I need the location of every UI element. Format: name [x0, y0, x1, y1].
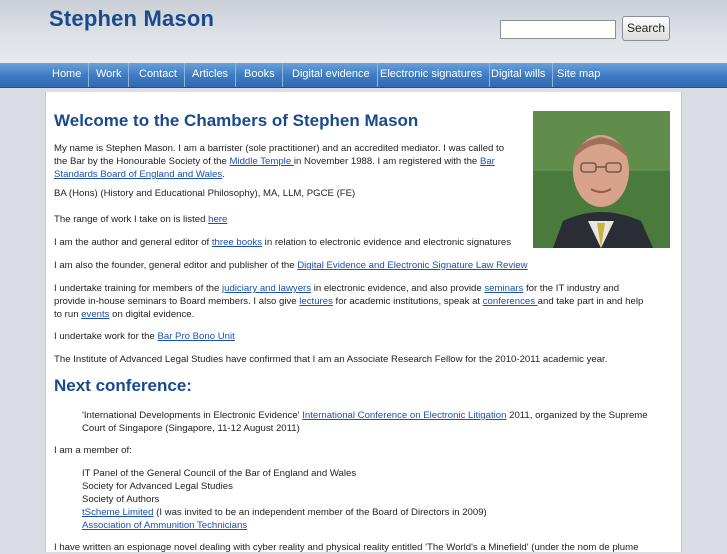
conference-text-1: 'International Developments in Electronic Evidence' [82, 410, 303, 421]
intro-text-2: the Bar by the Honourable Society of the [54, 156, 230, 167]
intro-paragraph [54, 142, 524, 181]
author-text-1: I am the author and general editor of [54, 237, 212, 248]
membership-item: Society of Authors [82, 494, 160, 505]
training-text-6: and take part in and help [537, 296, 644, 307]
bar-pro-bono-link[interactable]: Bar Pro Bono Unit [157, 331, 235, 342]
training-text-3: for the IT industry and [523, 283, 620, 294]
probono-paragraph [54, 330, 235, 343]
nav-item-articles[interactable]: Articles [185, 63, 236, 87]
next-conference-heading: Next conference: [54, 376, 192, 395]
intro-text-1: My name is Stephen Mason. I am a barrister (sole practitioner) and an accredited mediator. I was called to [54, 143, 505, 154]
site-header [0, 0, 727, 63]
conference-paragraph [82, 409, 672, 435]
member-intro: I am a member of: [54, 445, 132, 456]
nav-item-site-map[interactable]: Site map [557, 68, 601, 80]
author-text-2: in relation to electronic evidence and electronic signatures [262, 237, 512, 248]
portrait-photo [533, 111, 670, 248]
bar-standards-board-link[interactable]: Standards Board of England and Wales [54, 169, 223, 180]
training-paragraph [54, 282, 674, 321]
main-content [45, 92, 682, 552]
ammunition-technicians-link[interactable]: Association of Ammunition Technicians [82, 520, 248, 531]
intro-text-3: in November 1988. I am registered with the [293, 156, 480, 167]
judiciary-lawyers-link[interactable]: judiciary and lawyers [221, 283, 312, 294]
probono-text: I undertake work for the [54, 331, 158, 342]
nav-item-electronic-signatures[interactable]: Electronic signatures [373, 63, 490, 87]
three-books-link[interactable]: three books [211, 237, 263, 248]
nav-item-contact[interactable]: Contact [132, 63, 185, 87]
law-review-link[interactable]: Digital Evidence and Electronic Signature Law Review [297, 260, 528, 271]
training-text-1: I undertake training for members of the [54, 283, 222, 294]
nav-item-work[interactable]: Work [89, 63, 129, 87]
founder-paragraph [54, 259, 528, 272]
training-text-2: in electronic evidence, and also provide [311, 283, 485, 294]
search-input[interactable] [500, 20, 616, 39]
training-text-4: provide in-house seminars to Board members. I also give [54, 296, 300, 307]
main-nav [0, 63, 727, 88]
nav-item-home[interactable]: Home [45, 63, 89, 87]
membership-item: (I was invited to be an independent member of the Board of Directors in 2009) [153, 507, 487, 518]
conference-text-2: 2011, organized by the Supreme [506, 410, 648, 421]
conference-link[interactable]: International Conference on Electronic Litigation [302, 410, 507, 421]
author-paragraph [54, 236, 511, 249]
conference-text-3: Court of Singapore (Singapore, 11-12 August 2011) [82, 423, 300, 434]
bar-link[interactable]: Bar [479, 156, 495, 167]
tscheme-link[interactable]: tScheme Limited [82, 507, 154, 518]
page-title: Welcome to the Chambers of Stephen Mason [54, 111, 419, 130]
search-button[interactable]: Search [622, 16, 670, 41]
here-link[interactable]: here [208, 214, 228, 225]
membership-item: Society for Advanced Legal Studies [82, 481, 233, 492]
novel-paragraph: I have written an espionage novel dealing with cyber reality and physical reality entitled 'The World's a Minefield' (under the nom de plume [54, 542, 639, 553]
training-text-5: for academic institutions, speak at [332, 296, 483, 307]
qualifications: BA (Hons) (History and Educational Philosophy), MA, LLM, PGCE (FE) [54, 188, 356, 199]
training-text-8: on digital evidence. [109, 309, 195, 320]
nav-item-books[interactable]: Books [237, 63, 283, 87]
conferences-link[interactable]: conferences [482, 296, 538, 307]
institute-paragraph: The Institute of Advanced Legal Studies have confirmed that I am an Associate Research Fellow for the 2010-2011 academic year. [54, 354, 608, 365]
membership-list [82, 467, 487, 532]
training-text-7: to run [54, 309, 82, 320]
site-title[interactable]: Stephen Mason [49, 6, 215, 31]
founder-text: I am also the founder, general editor and publisher of the [54, 260, 298, 271]
membership-item: IT Panel of the General Council of the Bar of England and Wales [82, 468, 357, 479]
intro-text-4: . [222, 169, 225, 180]
range-text: The range of work I take on is listed [54, 214, 209, 225]
middle-temple-link[interactable]: Middle Temple [229, 156, 294, 167]
seminars-link[interactable]: seminars [484, 283, 524, 294]
range-paragraph [54, 213, 227, 226]
portrait-image [533, 111, 670, 248]
nav-item-digital-evidence[interactable]: Digital evidence [285, 63, 378, 87]
lectures-link[interactable]: lectures [299, 296, 333, 307]
events-link[interactable]: events [81, 309, 110, 320]
nav-item-digital-wills[interactable]: Digital wills [484, 63, 553, 87]
